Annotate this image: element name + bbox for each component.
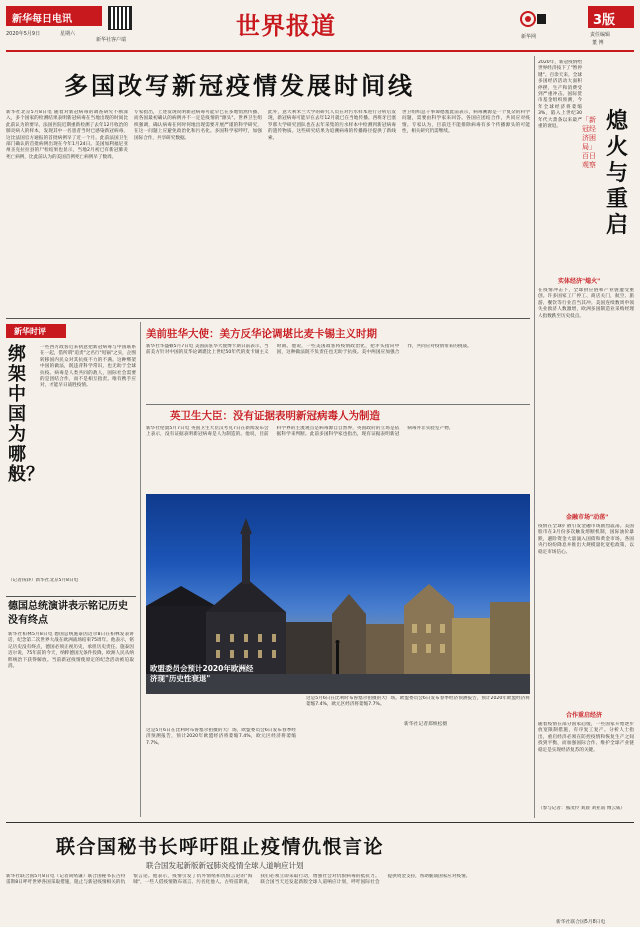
right-sub-2: 金融市场"动荡" [566,514,609,521]
ambassador-bottom-rule [146,404,530,405]
bottom-byline: 新华社联合国5月8日电 [556,920,606,925]
commentary-tag-badge [6,324,66,338]
editor-label: 责任编辑 [590,32,611,38]
right-sub-1: 实体经济"熄火" [558,278,601,285]
bottom-subhead: 联合国发起新版新冠肺炎疫情全球人道响应计划 [146,861,304,870]
bottom-top-rule [6,822,634,823]
ambassador-body: 新华社华盛顿5月7日电 美国前驻华大使博卡斯日前表示，当前美方针对中国的反华论调堪比上世纪50年代的麦卡锡主义时期。他说，一些美国政客将疫情政治化，把矛头指向中国，这种做法既不负责任也无助于抗疫。美中两国应加强合作，共同应对疫情带来的挑战。 [146,344,472,356]
photo-continuation: 这是5月6日在比利时布鲁塞尔拍摄的大广场。欧盟委员会6日发布春季经济预测报告，预计2020年欧盟经济将萎缩7.4%，欧元区经济将萎缩7.7%。 [146,728,296,746]
xinhuanet-logo-icon [520,8,548,30]
qr-caption: 新华社客户端 [96,37,127,43]
page-number-badge [588,6,634,28]
masthead [0,0,640,50]
commentary-body: 一些西方政客近来执意把新冠病毒与中国联系在一起，借所谓"追责"之名行"甩锅"之实，企图转移国内民众对其抗疫不力的不满。这种绑架中国的做法，既违背科学常识，也无助于全球抗疫。病毒是人类共同的敌人，国际社会需要的是团结合作，而不是相互指责。唯有携手应对，才能早日战胜疫情。 [40,345,136,389]
section-title: 世界报道 [236,11,336,40]
commentary-tag: 新华时评 [14,327,46,336]
paper-name: 新华每日电讯 [12,14,72,25]
commentary-bottom-rule [6,596,136,597]
uk-body: 新华社伦敦5月7日电 英国卫生大臣汉考克7日在新闻发布会上表示，没有证据表明新冠病毒是人为制造的。他说，目前科学界的主流观点是病毒源自自然界，英国政府的立场是依据科学来判断。此前多国科学家也指出，现有证据表明新冠病毒并非实验室产物。 [146,426,454,438]
right-subhead: 「新冠经济困局」百日观察 [582,116,596,169]
ambassador-headline: 美前驻华大使：美方反华论调堪比麦卡锡主义时期 [146,328,377,340]
qr-code-icon[interactable] [108,6,132,30]
issue-weekday: 星期六 [60,31,76,37]
lead-headline: 多国改写新冠疫情发展时间线 [64,71,415,100]
photo-caption-title: 欧盟委员会预计2020年欧洲经济现"历史性衰退" [150,664,254,683]
lead-bottom-rule [6,318,530,319]
bottom-body: 新华社联合国5月8日电（记者尚绪谦）联合国秘书长古特雷斯8日呼吁世界各国采取措施，阻止与新冠疫情相关的仇恨言论。他表示，疫情引发了仇外情绪和仇恨言论的"海啸"，一些人借疫情散布谣言、污名化他人。古特雷斯说，我们必须立即采取行动，增强社会对仇恨病毒的抵抗力。联合国当天还发起新版全球人道响应计划，呼吁国际社会提供资金支持，帮助脆弱国家应对疫情。 [6,874,471,886]
lead-col-4: 世卫组织总干事谭德塞此前表示，病毒溯源是一个复杂的科学问题，需要由科学家来回答。各国应团结合作，共同应对疫情。专家认为，目前还不能排除病毒有多个传播源头的可能性，相关研究仍需继续。 [402,110,530,135]
right-headline: 熄火与重启 [606,108,629,238]
issue-date: 2020年5月9日 [6,31,41,37]
right-body-2: 在疫情冲击下，全球供应链和产业链遭受重创。许多国家工厂停工、商店关门，航空、旅游、餐饮等行业首当其冲。美国连续数周申领失业救济人数激增，欧洲多国制造业采购经理人指数跌至历史低点。 [538,288,634,319]
logo-caption: 新华网 [521,34,537,40]
lead-col-1: 新华社北京5月8日电 随着对新冠病毒的调查研究不断深入，多个国家的检测结果表明新冠病毒在当地出现的时间比此前认为的要早。法国医院近期重新检测了去年12月收治的肺炎病人的样本，发现其中一名患者当时已感染新冠病毒，这比法国官方通报的首批病例早了近一个月。此前法国卫生部门确认的首批病例出现在今年1月24日。美国加利福尼亚州圣克拉拉县的尸检结果也显示，当地2月初已有新冠肺炎死亡病例，比此前认为的美国首例死亡病例早了数周。 [6,110,128,160]
right-col-divider [534,56,535,818]
commentary-headline: 绑架中国为哪般？ [8,344,44,485]
photo-credit: 新华社记者郑焕松摄 [404,722,448,727]
lead-col-2: 专家指出，上述发现说明新冠病毒可能早已在多地悄然传播，而各国最初确认的病例并不一定是疫情的"源头"。世界卫生组织强调，确认病毒在何时何地出现需要开展严谨的科学研究，在这一问题上应避免政治化和污名化。多国科学家呼吁，加强国际合作，共享研究数据。 [134,110,262,141]
bottom-headline: 联合国秘书长呼吁阻止疫情仇恨言论 [56,836,385,858]
germany-headline: 德国总统演讲表示铭记历史没有终点 [8,601,128,626]
commentary-byline: （记者钱铮）新华社北京5月8日电 [8,578,79,583]
right-body-4: 随着疫情在部分国家趋缓，一些国家开始逐步放宽限制措施，有序复工复产。分析人士指出，重启经济必须在防控疫情和恢复生产之间找到平衡，而加强国际合作、维护全球产业链稳定是实现经济复苏的关键。 [538,722,634,753]
right-body-3: 疫情在全球扩散引发金融市场剧烈震荡。美国股市在3月份多次触发熔断机制，国际油价暴跌，避险资金大量涌入国债和黄金市场。各国央行纷纷降息并推出大规模量化宽松政策，以稳定市场信心。 [538,524,634,555]
photo-caption-text: 这是5月6日在比利时布鲁塞尔拍摄的大广场。欧盟委员会6日发布春季经济预测报告，预计2020年欧盟经济将萎缩7.4%，欧元区经济将萎缩7.7%。 [306,696,530,708]
right-body-1: 2020年，新冠疫情给世界经济按下了"暂停键"。百余天来，全球多国经济活动大面积停摆，生产和消费受到严重冲击。国际货币基金组织预测，今年全球经济将萎缩3%，陷入上世纪30年代大萧条以来最严重的衰退。 [538,60,582,130]
editor-name: 董 博 [592,40,604,46]
page-number: 3版 [593,13,616,28]
germany-body: 新华社柏林5月8日电 德国总统施泰因迈尔8日在柏林发表讲话，纪念第二次世界大战在欧洲战场结束75周年。他表示，铭记历史没有终点，德国必须正视历史，承担历史责任。施泰因迈尔说，75年前的今天，纳粹德国无条件投降，欧洲人民从纳粹统治下获得解放。当前新冠疫情使原定的纪念活动被迫取消。 [8,632,134,670]
left-col-divider [140,322,141,817]
masthead-rule [6,50,634,52]
right-sub-3: 合作重启经济 [566,712,603,719]
lead-col-3: 此外，意大利米兰大学的研究人员在对污水样本进行分析后发现，新冠病毒可能早在去年12月就已在当地传播。西班牙巴塞罗那大学研究团队也在去年采集的污水样本中检测到新冠病毒的遗传物质。这些研究结果为追溯病毒的传播路径提供了新线索。 [268,110,396,141]
paper-logo [6,6,102,26]
uk-headline: 英卫生大臣：没有证据表明新冠病毒人为制造 [170,410,380,422]
right-byline: （参与记者：熊茂伶 刘晨 刘亚南 傅云威） [538,806,626,811]
